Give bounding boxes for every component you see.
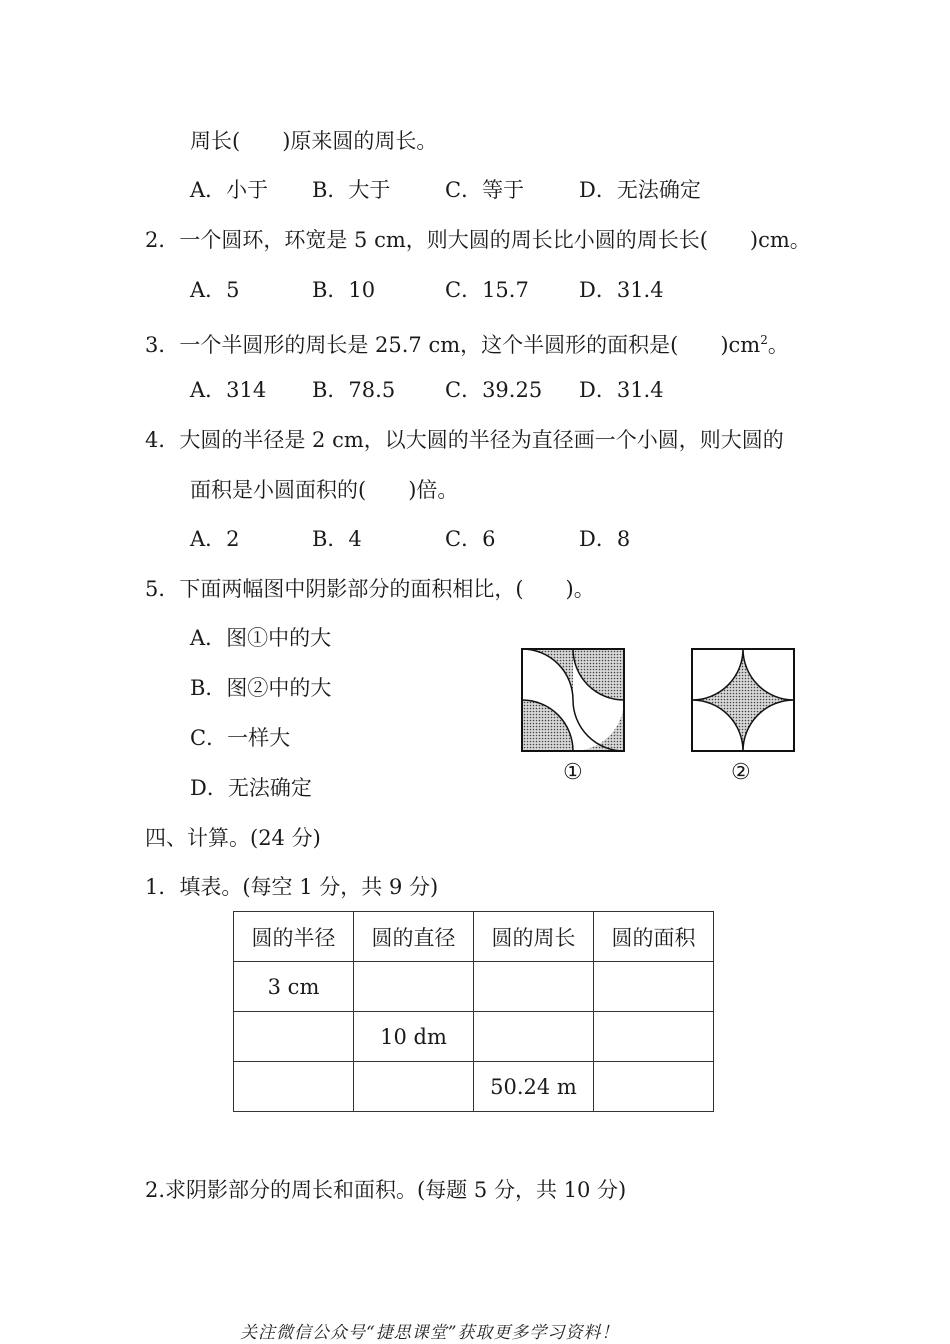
table-cell bbox=[594, 1012, 714, 1062]
q1-continuation: 周长( )原来圆的周长。 bbox=[190, 129, 438, 153]
fill-in-table bbox=[233, 911, 714, 1112]
fig1-shade-bottom-right bbox=[573, 700, 624, 751]
section-4-title: 四、计算。(24 分) bbox=[145, 826, 321, 850]
figure-1-quarter-circles bbox=[520, 647, 626, 753]
table-cell bbox=[354, 1062, 474, 1112]
q1-option-d: D．无法确定 bbox=[579, 178, 701, 202]
figure-1-label: ① bbox=[563, 760, 583, 785]
q3-option-d: D．31.4 bbox=[579, 378, 664, 402]
q1-option-c: C．等于 bbox=[445, 178, 525, 202]
q4-line1: 4．大圆的半径是 2 cm，以大圆的半径为直径画一个小圆，则大圆的 bbox=[145, 428, 784, 452]
table-cell bbox=[594, 962, 714, 1012]
table-cell: 50.24 m bbox=[474, 1062, 594, 1112]
table-cell bbox=[234, 1012, 354, 1062]
q2-option-b: B．10 bbox=[312, 278, 376, 302]
figure-2-label: ② bbox=[731, 760, 751, 785]
q3-option-a: A．314 bbox=[190, 378, 267, 402]
q3-option-b: B．78.5 bbox=[312, 378, 396, 402]
table-row bbox=[234, 962, 714, 1012]
footer-note: 关注微信公众号“捷思课堂”获取更多学习资料！ bbox=[240, 1323, 620, 1343]
q2-option-c: C．15.7 bbox=[445, 278, 529, 302]
table-cell bbox=[474, 962, 594, 1012]
table-cell bbox=[474, 1012, 594, 1062]
table-cell bbox=[594, 1062, 714, 1112]
fig2-shaded-star bbox=[692, 649, 794, 751]
q4-option-c: C．6 bbox=[445, 527, 496, 551]
q5-text: 5．下面两幅图中阴影部分的面积相比，( )。 bbox=[145, 577, 595, 601]
q3-superscript: 2 bbox=[760, 333, 768, 347]
table-row bbox=[234, 1062, 714, 1112]
q3-text-main: 3．一个半圆形的周长是 25.7 cm，这个半圆形的面积是( )cm bbox=[145, 333, 761, 357]
q5-option-d: D．无法确定 bbox=[190, 776, 312, 800]
calc-1-title: 1．填表。(每空 1 分，共 9 分) bbox=[145, 875, 439, 899]
fig1-shade-top-right bbox=[573, 649, 624, 700]
q5-option-b: B．图②中的大 bbox=[190, 676, 332, 700]
table-header: 圆的周长 bbox=[474, 912, 594, 962]
q5-option-a: A．图①中的大 bbox=[190, 626, 332, 650]
q3-text bbox=[145, 326, 789, 359]
table-cell: 3 cm bbox=[234, 962, 354, 1012]
q4-option-a: A．2 bbox=[190, 527, 240, 551]
table-cell: 10 dm bbox=[354, 1012, 474, 1062]
q1-option-b: B．大于 bbox=[312, 178, 391, 202]
q5-option-c: C．一样大 bbox=[190, 726, 291, 750]
table-header: 圆的直径 bbox=[354, 912, 474, 962]
q2-option-a: A．5 bbox=[190, 278, 240, 302]
table-row bbox=[234, 1012, 714, 1062]
table-header: 圆的半径 bbox=[234, 912, 354, 962]
q4-option-b: B．4 bbox=[312, 527, 362, 551]
table-header-row bbox=[234, 912, 714, 962]
figure-2-astroid bbox=[690, 647, 796, 753]
q1-option-a: A．小于 bbox=[190, 178, 269, 202]
q2-option-d: D．31.4 bbox=[579, 278, 664, 302]
table-header: 圆的面积 bbox=[594, 912, 714, 962]
q4-line2: 面积是小圆面积的( )倍。 bbox=[190, 478, 459, 502]
q3-option-c: C．39.25 bbox=[445, 378, 543, 402]
q4-option-d: D．8 bbox=[579, 527, 631, 551]
table-cell bbox=[354, 962, 474, 1012]
fig1-shade-bottom-left bbox=[522, 700, 573, 751]
q2-text: 2．一个圆环，环宽是 5 cm，则大圆的周长比小圆的周长长( )cm。 bbox=[145, 228, 811, 252]
q3-text-end: 。 bbox=[767, 333, 789, 357]
table-cell bbox=[234, 1062, 354, 1112]
fig1-shade-top-left bbox=[522, 649, 573, 700]
calc-2-title: 2.求阴影部分的周长和面积。(每题 5 分，共 10 分) bbox=[145, 1178, 627, 1202]
